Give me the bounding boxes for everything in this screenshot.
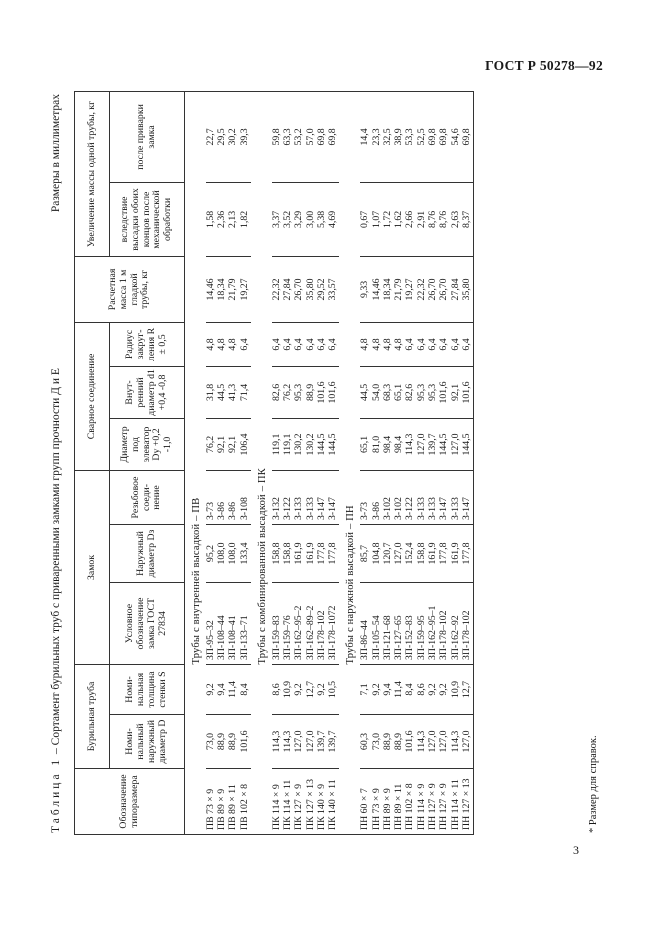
header-weld-radius: Радиус закруг-ления R ± 0,5 bbox=[110, 322, 185, 366]
cell-thread: З-132 bbox=[272, 470, 283, 524]
cell-inner: 76,2 bbox=[283, 366, 294, 418]
cell-mass: 27,84 bbox=[283, 256, 294, 322]
cell-thread: З-102 bbox=[383, 470, 394, 524]
cell-elevator: 98,4 bbox=[394, 418, 405, 470]
cell-elevator: 130,2 bbox=[306, 418, 317, 470]
cell-weld: 63,3 bbox=[283, 91, 294, 182]
cell-weld: 54,6 bbox=[451, 91, 462, 182]
cell-weld: 23,3 bbox=[372, 91, 383, 182]
cell-mass: 19,27 bbox=[240, 256, 251, 322]
cell-joint: ЗП-133–71 bbox=[240, 582, 251, 664]
cell-upset: 8,37 bbox=[462, 182, 474, 256]
cell-joint: ЗП-152–83 bbox=[405, 582, 416, 664]
table-row bbox=[228, 91, 239, 834]
cell-elevator: 65,1 bbox=[360, 418, 371, 470]
cell-wall: 10,9 bbox=[283, 664, 294, 714]
cell-mass: 9,33 bbox=[360, 256, 371, 322]
section-title: Трубы с комбинированной высадкой – ПК bbox=[256, 468, 268, 665]
table-row bbox=[372, 91, 383, 834]
cell-weld: 69,8 bbox=[462, 91, 474, 182]
header-designation: Обозначение типоразмера bbox=[75, 769, 185, 835]
table-row bbox=[451, 91, 462, 834]
cell-inner: 31,8 bbox=[206, 366, 217, 418]
table-row bbox=[417, 91, 428, 834]
cell-wall: 9,2 bbox=[206, 664, 217, 714]
cell-joint-outer: 161,9 bbox=[451, 524, 462, 582]
table-row bbox=[240, 91, 251, 834]
cell-mass: 33,57 bbox=[328, 256, 339, 322]
cell-mass: 21,79 bbox=[228, 256, 239, 322]
cell-designation: ПВ 73 × 9 bbox=[206, 769, 217, 835]
table-row bbox=[383, 91, 394, 834]
pipe-assortment-table bbox=[74, 91, 474, 835]
cell-designation: ПК 140 × 11 bbox=[328, 769, 339, 835]
cell-wall: 8,4 bbox=[240, 664, 251, 714]
cell-designation: ПН 89 × 11 bbox=[394, 769, 405, 835]
cell-wall: 10,5 bbox=[328, 664, 339, 714]
cell-wall: 10,9 bbox=[451, 664, 462, 714]
cell-inner: 101,6 bbox=[328, 366, 339, 418]
header-joint-designation: Условное обозначение замка ГОСТ 27834 bbox=[110, 582, 185, 664]
cell-upset: 3,00 bbox=[306, 182, 317, 256]
cell-upset: 1,72 bbox=[383, 182, 394, 256]
cell-weld: 38,9 bbox=[394, 91, 405, 182]
cell-thread: З-122 bbox=[405, 470, 416, 524]
cell-designation: ПН 102 × 8 bbox=[405, 769, 416, 835]
cell-radius: 4,8 bbox=[383, 322, 394, 366]
cell-mass: 35,80 bbox=[306, 256, 317, 322]
cell-wall: 9,2 bbox=[428, 664, 439, 714]
cell-radius: 6,4 bbox=[283, 322, 294, 366]
rotated-content bbox=[48, 90, 606, 835]
cell-upset: 2,63 bbox=[451, 182, 462, 256]
cell-upset: 3,29 bbox=[294, 182, 305, 256]
cell-outer: 73,0 bbox=[372, 715, 383, 769]
cell-weld: 69,8 bbox=[328, 91, 339, 182]
cell-joint: ЗП-127–65 bbox=[394, 582, 405, 664]
cell-upset: 2,91 bbox=[417, 182, 428, 256]
section-header-pv bbox=[185, 91, 206, 834]
cell-wall: 11,4 bbox=[394, 664, 405, 714]
cell-inner: 44,5 bbox=[217, 366, 228, 418]
cell-designation: ПВ 89 × 11 bbox=[228, 769, 239, 835]
cell-joint: ЗП-162–95–2 bbox=[294, 582, 305, 664]
cell-thread: З-102 bbox=[394, 470, 405, 524]
cell-inner: 82,6 bbox=[405, 366, 416, 418]
cell-joint-outer: 177,8 bbox=[462, 524, 474, 582]
header-weld-elevator: Диаметр под элеватор Dу +0,2 -1,0 bbox=[110, 418, 185, 470]
cell-mass: 22,32 bbox=[272, 256, 283, 322]
cell-joint-outer: 108,0 bbox=[217, 524, 228, 582]
cell-thread: З-108 bbox=[240, 470, 251, 524]
cell-designation: ПК 127 × 9 bbox=[294, 769, 305, 835]
cell-upset: 0,67 bbox=[360, 182, 371, 256]
cell-joint-outer: 85,7 bbox=[360, 524, 371, 582]
cell-inner: 44,5 bbox=[360, 366, 371, 418]
cell-mass: 26,70 bbox=[428, 256, 439, 322]
cell-mass: 19,27 bbox=[405, 256, 416, 322]
cell-weld: 69,8 bbox=[317, 91, 328, 182]
cell-wall: 8,6 bbox=[417, 664, 428, 714]
cell-joint-outer: 158,8 bbox=[283, 524, 294, 582]
table-row bbox=[217, 91, 228, 834]
cell-upset: 1,82 bbox=[240, 182, 251, 256]
cell-joint-outer: 177,8 bbox=[439, 524, 450, 582]
cell-wall: 9,2 bbox=[439, 664, 450, 714]
cell-upset: 8,76 bbox=[439, 182, 450, 256]
cell-wall: 12,7 bbox=[306, 664, 317, 714]
cell-wall: 7,1 bbox=[360, 664, 371, 714]
cell-mass: 26,70 bbox=[294, 256, 305, 322]
table-row bbox=[317, 91, 328, 834]
cell-designation: ПН 60 × 7 bbox=[360, 769, 371, 835]
cell-elevator: 92,1 bbox=[228, 418, 239, 470]
cell-designation: ПН 73 × 9 bbox=[372, 769, 383, 835]
cell-thread: З-133 bbox=[306, 470, 317, 524]
cell-elevator: 127,0 bbox=[417, 418, 428, 470]
cell-elevator: 119,1 bbox=[283, 418, 294, 470]
table-row bbox=[360, 91, 371, 834]
cell-joint-outer: 158,8 bbox=[417, 524, 428, 582]
cell-outer: 101,6 bbox=[240, 715, 251, 769]
cell-weld: 22,7 bbox=[206, 91, 217, 182]
header-mass-weld: после приварки замка bbox=[110, 91, 185, 182]
cell-weld: 53,2 bbox=[294, 91, 305, 182]
cell-upset: 2,13 bbox=[228, 182, 239, 256]
cell-thread: З-122 bbox=[283, 470, 294, 524]
cell-outer: 127,0 bbox=[462, 715, 474, 769]
cell-designation: ПК 127 × 13 bbox=[306, 769, 317, 835]
cell-radius: 4,8 bbox=[217, 322, 228, 366]
table-row bbox=[272, 91, 283, 834]
cell-joint-outer: 158,8 bbox=[272, 524, 283, 582]
cell-joint-outer: 177,8 bbox=[317, 524, 328, 582]
cell-joint-outer: 161,9 bbox=[428, 524, 439, 582]
cell-joint-outer: 152,4 bbox=[405, 524, 416, 582]
table-row bbox=[394, 91, 405, 834]
cell-joint: ЗП-178–1072 bbox=[328, 582, 339, 664]
cell-joint: ЗП-159–83 bbox=[272, 582, 283, 664]
units-note: Размеры в миллиметрах bbox=[50, 94, 62, 213]
cell-joint: ЗП-95–32 bbox=[206, 582, 217, 664]
cell-thread: З-147 bbox=[462, 470, 474, 524]
cell-elevator: 119,1 bbox=[272, 418, 283, 470]
cell-designation: ПН 127 × 9 bbox=[439, 769, 450, 835]
cell-designation: ПК 114 × 9 bbox=[272, 769, 283, 835]
cell-thread: З-73 bbox=[206, 470, 217, 524]
cell-outer: 114,3 bbox=[451, 715, 462, 769]
cell-joint: ЗП-162–89–2 bbox=[306, 582, 317, 664]
cell-inner: 68,3 bbox=[383, 366, 394, 418]
header-joint-outer: Наружный диаметр Dз bbox=[110, 524, 185, 582]
cell-outer: 88,9 bbox=[394, 715, 405, 769]
cell-thread: З-147 bbox=[328, 470, 339, 524]
cell-mass: 14,46 bbox=[206, 256, 217, 322]
cell-radius: 6,4 bbox=[439, 322, 450, 366]
table-row bbox=[439, 91, 450, 834]
cell-joint: ЗП-105–54 bbox=[372, 582, 383, 664]
cell-elevator: 144,5 bbox=[317, 418, 328, 470]
cell-radius: 6,4 bbox=[462, 322, 474, 366]
cell-elevator: 114,3 bbox=[405, 418, 416, 470]
cell-designation: ПН 114 × 9 bbox=[417, 769, 428, 835]
table-row bbox=[206, 91, 217, 834]
cell-outer: 127,0 bbox=[428, 715, 439, 769]
cell-inner: 101,6 bbox=[317, 366, 328, 418]
cell-designation: ПК 114 × 11 bbox=[283, 769, 294, 835]
header-pipe-group: Бурильная труба bbox=[75, 664, 110, 768]
cell-thread: З-73 bbox=[360, 470, 371, 524]
cell-thread: З-133 bbox=[428, 470, 439, 524]
cell-upset: 1,62 bbox=[394, 182, 405, 256]
cell-joint-outer: 177,8 bbox=[328, 524, 339, 582]
page-header: ГОСТ Р 50278—92 bbox=[485, 58, 603, 73]
cell-wall: 9,4 bbox=[217, 664, 228, 714]
cell-inner: 95,3 bbox=[428, 366, 439, 418]
cell-thread: З-133 bbox=[451, 470, 462, 524]
cell-outer: 73,0 bbox=[206, 715, 217, 769]
cell-wall: 9,2 bbox=[317, 664, 328, 714]
cell-weld: 69,8 bbox=[439, 91, 450, 182]
cell-upset: 1,58 bbox=[206, 182, 217, 256]
cell-elevator: 106,4 bbox=[240, 418, 251, 470]
cell-radius: 6,4 bbox=[272, 322, 283, 366]
cell-outer: 88,9 bbox=[228, 715, 239, 769]
cell-elevator: 144,5 bbox=[439, 418, 450, 470]
page-number: 3 bbox=[573, 843, 579, 857]
cell-joint-outer: 104,8 bbox=[372, 524, 383, 582]
cell-weld: 29,5 bbox=[217, 91, 228, 182]
cell-upset: 2,36 bbox=[217, 182, 228, 256]
cell-joint: ЗП-86–44 bbox=[360, 582, 371, 664]
cell-radius: 6,4 bbox=[294, 322, 305, 366]
cell-weld: 57,0 bbox=[306, 91, 317, 182]
cell-wall: 12,7 bbox=[462, 664, 474, 714]
footnote: * Размер для справок. bbox=[588, 735, 599, 833]
header-mass-per-meter: Расчетная масса 1 м гладкой трубы, кг bbox=[75, 256, 185, 322]
cell-upset: 1,07 bbox=[372, 182, 383, 256]
cell-thread: З-147 bbox=[317, 470, 328, 524]
cell-joint: ЗП-121–68 bbox=[383, 582, 394, 664]
cell-wall: 9,2 bbox=[294, 664, 305, 714]
cell-joint: ЗП-108–44 bbox=[217, 582, 228, 664]
cell-outer: 88,9 bbox=[217, 715, 228, 769]
cell-elevator: 98,4 bbox=[383, 418, 394, 470]
cell-joint-outer: 108,0 bbox=[228, 524, 239, 582]
cell-joint-outer: 120,7 bbox=[383, 524, 394, 582]
cell-joint: ЗП-178–102 bbox=[317, 582, 328, 664]
cell-designation: ПН 127 × 9 bbox=[428, 769, 439, 835]
cell-radius: 6,4 bbox=[240, 322, 251, 366]
cell-joint: ЗП-159–76 bbox=[283, 582, 294, 664]
cell-radius: 4,8 bbox=[228, 322, 239, 366]
cell-weld: 59,8 bbox=[272, 91, 283, 182]
cell-upset: 3,52 bbox=[283, 182, 294, 256]
cell-weld: 53,3 bbox=[405, 91, 416, 182]
cell-elevator: 76,2 bbox=[206, 418, 217, 470]
cell-radius: 4,8 bbox=[372, 322, 383, 366]
cell-outer: 139,7 bbox=[317, 715, 328, 769]
table-body bbox=[185, 91, 474, 834]
cell-joint-outer: 95,2 bbox=[206, 524, 217, 582]
cell-outer: 88,9 bbox=[383, 715, 394, 769]
cell-designation: ПН 127 × 13 bbox=[462, 769, 474, 835]
section-header-pk bbox=[251, 91, 272, 834]
cell-joint-outer: 133,4 bbox=[240, 524, 251, 582]
header-pipe-outer: Номи-нальный наружный диаметр D bbox=[110, 715, 185, 769]
cell-inner: 82,6 bbox=[272, 366, 283, 418]
cell-joint: ЗП-162–92 bbox=[451, 582, 462, 664]
cell-joint-outer: 127,0 bbox=[394, 524, 405, 582]
cell-elevator: 130,2 bbox=[294, 418, 305, 470]
cell-radius: 6,4 bbox=[417, 322, 428, 366]
cell-thread: З-147 bbox=[439, 470, 450, 524]
cell-radius: 6,4 bbox=[405, 322, 416, 366]
cell-outer: 139,7 bbox=[328, 715, 339, 769]
header-pipe-wall: Номи-нальная толщина стенки S bbox=[110, 664, 185, 714]
cell-inner: 92,1 bbox=[451, 366, 462, 418]
cell-wall: 11,4 bbox=[228, 664, 239, 714]
cell-thread: З-86 bbox=[228, 470, 239, 524]
cell-elevator: 144,5 bbox=[462, 418, 474, 470]
cell-mass: 18,34 bbox=[383, 256, 394, 322]
header-mass-upset: вследствие высадки обоих концов после механической обработки bbox=[110, 182, 185, 256]
section-header-pn bbox=[339, 91, 360, 834]
table-row bbox=[283, 91, 294, 834]
table-row bbox=[306, 91, 317, 834]
cell-weld: 14,4 bbox=[360, 91, 371, 182]
cell-upset: 4,69 bbox=[328, 182, 339, 256]
cell-mass: 14,46 bbox=[372, 256, 383, 322]
table-caption-prefix: Таблица 1 bbox=[50, 756, 62, 833]
cell-mass: 26,70 bbox=[439, 256, 450, 322]
table-row bbox=[405, 91, 416, 834]
table-row bbox=[328, 91, 339, 834]
cell-outer: 114,3 bbox=[272, 715, 283, 769]
cell-radius: 4,8 bbox=[394, 322, 405, 366]
cell-inner: 41,3 bbox=[228, 366, 239, 418]
cell-upset: 5,38 bbox=[317, 182, 328, 256]
cell-joint: ЗП-162–95–1 bbox=[428, 582, 439, 664]
cell-elevator: 92,1 bbox=[217, 418, 228, 470]
cell-inner: 65,1 bbox=[394, 366, 405, 418]
cell-wall: 8,6 bbox=[272, 664, 283, 714]
cell-inner: 101,6 bbox=[439, 366, 450, 418]
cell-radius: 6,4 bbox=[317, 322, 328, 366]
cell-joint: ЗП-159–95 bbox=[417, 582, 428, 664]
cell-radius: 6,4 bbox=[328, 322, 339, 366]
cell-outer: 127,0 bbox=[306, 715, 317, 769]
cell-mass: 21,79 bbox=[394, 256, 405, 322]
cell-joint-outer: 161,9 bbox=[306, 524, 317, 582]
cell-mass: 35,80 bbox=[462, 256, 474, 322]
cell-weld: 32,5 bbox=[383, 91, 394, 182]
cell-elevator: 144,5 bbox=[328, 418, 339, 470]
cell-outer: 127,0 bbox=[439, 715, 450, 769]
cell-mass: 27,84 bbox=[451, 256, 462, 322]
rotated-table-area bbox=[48, 90, 606, 835]
header-weld-inner: Внут-ренний диаметр d1 +0,4 -0,8 bbox=[110, 366, 185, 418]
cell-designation: ПВ 89 × 9 bbox=[217, 769, 228, 835]
cell-weld: 52,5 bbox=[417, 91, 428, 182]
table-row bbox=[428, 91, 439, 834]
cell-inner: 88,9 bbox=[306, 366, 317, 418]
cell-elevator: 139,7 bbox=[428, 418, 439, 470]
cell-radius: 6,4 bbox=[451, 322, 462, 366]
cell-mass: 18,34 bbox=[217, 256, 228, 322]
cell-thread: З-86 bbox=[372, 470, 383, 524]
cell-outer: 60,3 bbox=[360, 715, 371, 769]
cell-outer: 114,3 bbox=[283, 715, 294, 769]
table-caption-text: – Сортамент бурильных труб с приваренными замками групп прочности Д и Е bbox=[50, 368, 62, 757]
cell-joint: ЗП-108–41 bbox=[228, 582, 239, 664]
cell-weld: 30,2 bbox=[228, 91, 239, 182]
cell-inner: 54,0 bbox=[372, 366, 383, 418]
cell-outer: 101,6 bbox=[405, 715, 416, 769]
cell-radius: 4,8 bbox=[360, 322, 371, 366]
table-row bbox=[462, 91, 474, 834]
cell-wall: 8,4 bbox=[405, 664, 416, 714]
cell-upset: 2,66 bbox=[405, 182, 416, 256]
table-row bbox=[294, 91, 305, 834]
cell-mass: 22,32 bbox=[417, 256, 428, 322]
header-weld-group: Сварное соединение bbox=[75, 322, 110, 470]
cell-designation: ПН 89 × 9 bbox=[383, 769, 394, 835]
cell-joint: ЗП-178–102 bbox=[462, 582, 474, 664]
cell-outer: 114,3 bbox=[417, 715, 428, 769]
cell-elevator: 127,0 bbox=[451, 418, 462, 470]
header-mass-increase-group: Увеличение массы одной трубы, кг bbox=[75, 91, 110, 256]
cell-weld: 69,8 bbox=[428, 91, 439, 182]
section-title: Трубы с наружной высадкой – ПН bbox=[345, 505, 357, 665]
cell-thread: З-133 bbox=[294, 470, 305, 524]
cell-radius: 4,8 bbox=[206, 322, 217, 366]
cell-inner: 95,3 bbox=[294, 366, 305, 418]
cell-mass: 29,52 bbox=[317, 256, 328, 322]
cell-outer: 127,0 bbox=[294, 715, 305, 769]
cell-inner: 71,4 bbox=[240, 366, 251, 418]
cell-wall: 9,2 bbox=[372, 664, 383, 714]
cell-designation: ПК 140 × 9 bbox=[317, 769, 328, 835]
cell-radius: 6,4 bbox=[306, 322, 317, 366]
cell-wall: 9,4 bbox=[383, 664, 394, 714]
cell-inner: 101,6 bbox=[462, 366, 474, 418]
cell-thread: З-86 bbox=[217, 470, 228, 524]
cell-upset: 8,76 bbox=[428, 182, 439, 256]
cell-elevator: 81,0 bbox=[372, 418, 383, 470]
cell-designation: ПН 114 × 11 bbox=[451, 769, 462, 835]
cell-upset: 3,37 bbox=[272, 182, 283, 256]
cell-joint: ЗП-178–102 bbox=[439, 582, 450, 664]
table-caption bbox=[50, 368, 62, 833]
cell-weld: 39,3 bbox=[240, 91, 251, 182]
cell-radius: 6,4 bbox=[428, 322, 439, 366]
cell-designation: ПВ 102 × 8 bbox=[240, 769, 251, 835]
header-joint-thread: Резьбовое соеди-нение bbox=[110, 470, 185, 524]
cell-thread: З-133 bbox=[417, 470, 428, 524]
cell-joint-outer: 161,9 bbox=[294, 524, 305, 582]
header-joint-group: Замок bbox=[75, 470, 110, 664]
section-title: Трубы с внутренней высадкой – ПВ bbox=[191, 497, 202, 665]
cell-inner: 95,3 bbox=[417, 366, 428, 418]
